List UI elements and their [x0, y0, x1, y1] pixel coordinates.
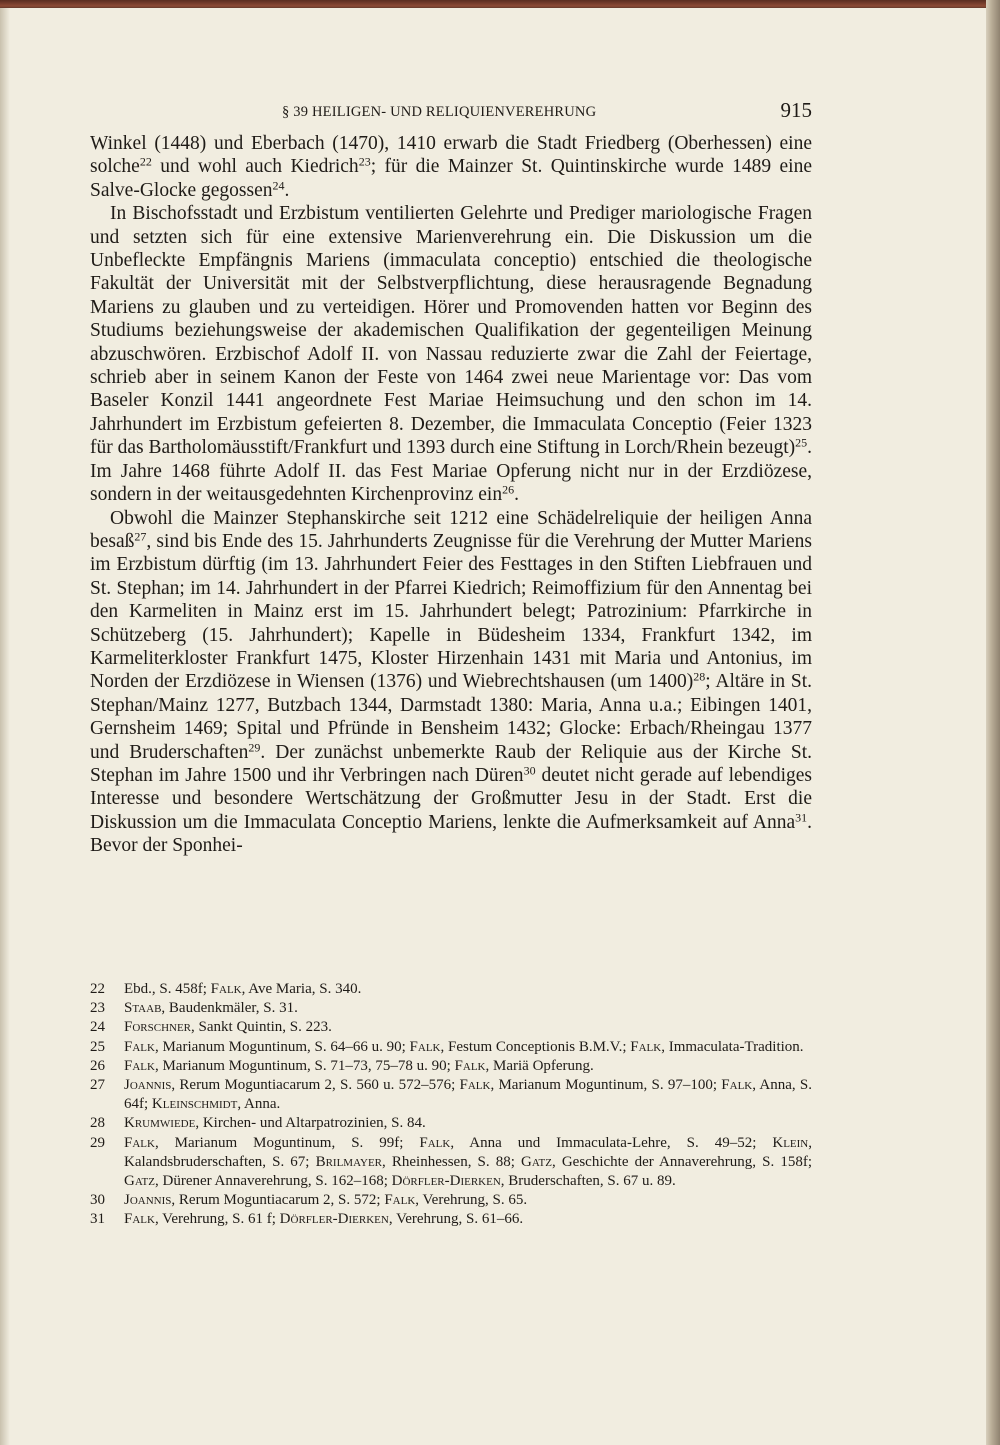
text-run: , Dürener Annaverehrung, S. 162–168;: [155, 1173, 392, 1190]
author-name: Forschner: [124, 1019, 192, 1036]
footnote-number: 31: [90, 1211, 105, 1228]
text-run: , Kalandsbruderschaften, S. 67;: [124, 1134, 813, 1170]
footnote-item: [90, 1191, 812, 1210]
footnote-number: 25: [90, 1038, 105, 1055]
author-name: Falk: [384, 1192, 416, 1209]
author-name: Falk: [409, 1038, 441, 1055]
footnote-ref[interactable]: 26: [502, 482, 515, 497]
book-fore-edge: [986, 0, 1000, 1445]
text-run: , Mariä Opferung.: [485, 1057, 594, 1074]
footnote-number: 26: [90, 1057, 105, 1074]
author-name: Falk: [454, 1057, 486, 1074]
text-run: ; für die Mainzer St. Quintinskirche wurde 1489 eine Salve-Glocke gegossen: [90, 156, 812, 201]
text-run: , Marianum Moguntinum, S. 99f;: [154, 1134, 420, 1151]
text-run: deutet nicht gerade auf lebendiges Interesse und besondere Wertschätzung der Großmutter Jesu in der Stadt. Erst die Diskussion um die Immaculata Conceptio Mariens, lenkte die Aufmerksamkeit auf Anna: [90, 764, 812, 833]
author-name: Gatz: [124, 1173, 155, 1190]
author-name: Gatz: [521, 1153, 552, 1170]
text-run: , Rheinhessen, S. 88;: [382, 1153, 521, 1170]
author-name: Brilmayer: [315, 1153, 383, 1170]
footnote-item: [90, 1018, 812, 1037]
footnote-text: [124, 1019, 332, 1035]
footnote-item: [90, 999, 812, 1018]
text-run: .: [284, 179, 290, 201]
text-run: , Anna.: [237, 1096, 281, 1113]
text-run: , Bruderschaften, S. 67 u. 89.: [500, 1173, 676, 1190]
footnote-text: [124, 1039, 804, 1055]
text-run: Obwohl die Mainzer Stephanskirche seit 1212 eine Schädelreliquie der heiligen Anna besaß: [90, 507, 812, 552]
text-run: , Rerum Moguntiacarum 2, S. 572;: [171, 1192, 385, 1209]
text-run: und wohl auch Kiedrich: [151, 156, 359, 178]
running-head: [92, 98, 812, 128]
footnote-text: [124, 1077, 812, 1112]
footnote-ref[interactable]: 22: [139, 154, 152, 169]
footnote-ref[interactable]: 25: [795, 435, 808, 450]
footnote-text: [124, 1058, 594, 1074]
author-name: Dörfler-Dierken: [279, 1211, 389, 1228]
paragraph: [90, 132, 812, 202]
footnote-ref[interactable]: 24: [272, 178, 285, 193]
footnote-text: [124, 1115, 426, 1131]
text-run: , Verehrung, S. 61–66.: [388, 1211, 524, 1228]
author-name: Klein: [772, 1134, 809, 1151]
author-name: Falk: [459, 1077, 491, 1094]
text-run: , Anna und Immaculata-Lehre, S. 49–52;: [450, 1134, 773, 1151]
text-run: , Anna, S. 64f;: [124, 1077, 812, 1113]
footnote-item: [90, 1076, 812, 1114]
footnote-ref[interactable]: 28: [693, 669, 706, 684]
footnote-number: 22: [90, 981, 105, 997]
author-name: Joannis: [124, 1077, 172, 1094]
footnote-number: 23: [90, 1000, 105, 1017]
footnote-number: 24: [90, 1019, 105, 1036]
text-run: Ebd., S. 458f;: [124, 981, 211, 997]
text-run: , Immaculata-Tradition.: [661, 1038, 804, 1055]
author-name: Dörfler-Dierken: [391, 1173, 501, 1190]
book-page: [0, 8, 986, 1445]
text-run: , Rerum Moguntiacarum 2, S. 560 u. 572–576;: [171, 1077, 460, 1094]
text-run: , Marianum Moguntinum, S. 97–100;: [490, 1077, 722, 1094]
text-run: , Verehrung, S. 61 f;: [154, 1211, 280, 1228]
paragraph: [90, 507, 812, 858]
page-number: 915: [780, 98, 812, 122]
text-run: , Verehrung, S. 65.: [415, 1192, 528, 1209]
text-run: , Kirchen- und Altarpatrozinien, S. 84.: [195, 1115, 426, 1132]
footnote-text: [124, 1000, 298, 1016]
author-name: Staab: [124, 1000, 162, 1017]
author-name: Falk: [419, 1134, 451, 1151]
footnote-number: 28: [90, 1115, 105, 1132]
author-name: Falk: [124, 1211, 155, 1228]
text-run: . Bevor der Sponhei-: [90, 811, 812, 857]
footnote-ref[interactable]: 31: [795, 810, 808, 825]
text-run: , Geschichte der Annaverehrung, S. 158f;: [552, 1153, 812, 1170]
main-text: [90, 132, 812, 858]
author-name: Falk: [210, 981, 242, 997]
footnote-text: [124, 1211, 523, 1227]
text-run: ; Altäre in St. Stephan/Mainz 1277, Butzbach 1344, Darmstadt 1380: Maria, Anna u.a.; Eibingen 1401, Gernsheim 1469; Spital und Pfründe in Bensheim 1432; Glocke: Erbach/Rheingau 1377 und Bruderschaften: [90, 671, 812, 763]
footnote-number: 29: [90, 1134, 105, 1151]
footnote-ref[interactable]: 30: [523, 763, 536, 778]
footnote-item: [90, 980, 812, 999]
text-run: , Marianum Moguntinum, S. 71–73, 75–78 u. 90;: [154, 1057, 455, 1074]
page-gutter-shadow: [0, 8, 10, 1445]
footnote-ref[interactable]: 23: [358, 154, 371, 169]
author-name: Krumwiede: [124, 1115, 196, 1132]
text-run: , Marianum Moguntinum, S. 64–66 u. 90;: [154, 1038, 410, 1055]
text-run: , Festum Conceptionis B.M.V.;: [440, 1038, 631, 1055]
footnote-item: [90, 1057, 812, 1076]
footnote-item: [90, 1114, 812, 1133]
footnote-text: [124, 1135, 812, 1189]
author-name: Falk: [124, 1134, 155, 1151]
footnote-text: [124, 981, 361, 997]
footnote-item: [90, 1038, 812, 1057]
running-head-title: § 39 HEILIGEN- UND RELIQUIENVEREHRUNG: [282, 104, 597, 120]
text-run: , Sankt Quintin, S. 223.: [191, 1019, 332, 1036]
text-run: , sind bis Ende des 15. Jahrhunderts Zeugnisse für die Verehrung der Mutter Mariens im Erzbistum dürftig (im 13. Jahrhundert Feier des Festtages in den Stiften Liebfrauen und St. Stephan; im 14. Jahrhundert in der Pfarrei Kiedrich; Reimoffizium für den Annentag bei den Karmeliten in Mainz erst im 15. Jahrhundert belegt; Patrozinium: Pfarrkirche in Schützeberg (15. Jahrhundert); Kapelle in Büdesheim 1334, Frankfurt 1342, im Karmeliterkloster Frankfurt 1475, Kloster Hirzenhain 1431 mit Maria und Antonius, im Norden der Erzdiözese in Wiensen (1376) und Wiebrechtshausen (um 1400): [90, 530, 812, 693]
text-run: . Der zunächst unbemerkte Raub der Reliquie aus der Kirche St. Stephan im Jahre 1500 und ihr Verbringen nach Düren: [90, 741, 812, 786]
author-name: Falk: [124, 1038, 155, 1055]
footnote-number: 30: [90, 1192, 105, 1209]
author-name: Falk: [630, 1038, 662, 1055]
author-name: Falk: [124, 1057, 155, 1074]
footnotes: [90, 980, 812, 1230]
footnote-ref[interactable]: 27: [134, 529, 147, 544]
footnote-number: 27: [90, 1077, 105, 1094]
footnote-item: [90, 1210, 812, 1229]
author-name: Kleinschmidt: [151, 1096, 238, 1113]
text-run: , Ave Maria, S. 340.: [241, 981, 362, 997]
paragraph: [90, 202, 812, 506]
footnote-text: [124, 1192, 527, 1208]
text-run: .: [514, 484, 519, 506]
text-run: Winkel (1448) und Eberbach (1470), 1410 erwarb die Stadt Friedberg (Oberhessen) eine solche: [90, 133, 812, 178]
footnote-ref[interactable]: 29: [248, 739, 261, 754]
text-run: . Im Jahre 1468 führte Adolf II. das Fest Mariae Opferung nicht nur in der Erzdiözese, sondern in der weitausgedehnten Kirchenprovinz ein: [90, 437, 812, 506]
author-name: Joannis: [124, 1192, 172, 1209]
author-name: Falk: [721, 1077, 753, 1094]
text-run: , Baudenkmäler, S. 31.: [161, 1000, 298, 1017]
text-run: In Bischofsstadt und Erzbistum ventilierten Gelehrte und Prediger mariologische Fragen und setzten sich für eine extensive Marienverehrung ein. Die Diskussion um die Unbefleckte Empfängnis Mariens (immaculata conceptio) entschied die theologische Fakultät der Universität mit der Selbstverpflichtung, diese herausragende Begnadung Mariens zu glauben und zu verteidigen. Hörer und Promovenden hatten vor Beginn des Studiums beziehungsweise der akademischen Qualifikation der gegenteiligen Meinung abzuschwören. Erzbischof Adolf II. von Nassau reduzierte zwar die Zahl der Feiertage, schrieb aber in seinem Kanon der Feste von 1464 zwei neue Marientage vor: Das vom Baseler Konzil 1441 angeordnete Fest Mariae Heimsuchung und den schon im 14. Jahrhundert im Erzbistum gefeierten 8. Dezember, die Immaculata Conceptio (Feier 1323 für das Bartholomäusstift/Frankfurt und 1393 durch eine Stiftung in Lorch/Rhein bezeugt): [90, 203, 812, 459]
footnote-item: [90, 1134, 812, 1192]
